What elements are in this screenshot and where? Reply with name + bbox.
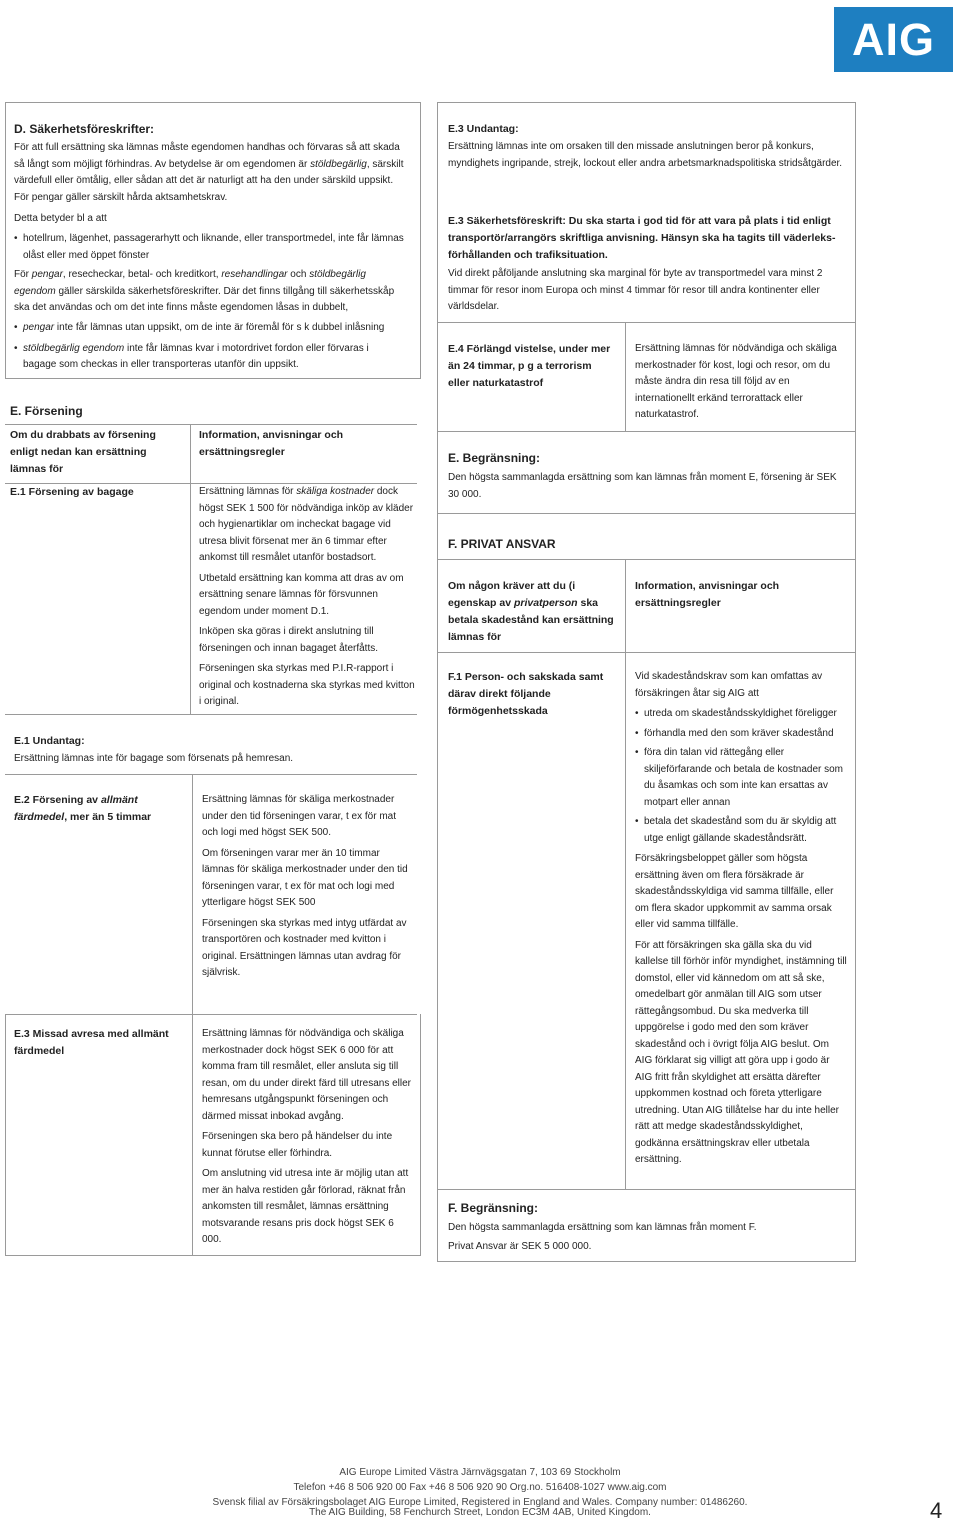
divider xyxy=(437,559,856,560)
e3-exception-text: Ersättning lämnas inte om orsaken till den missade anslutningen beror på konkurs, myndighets ingripande, strejk, lockout eller andra arbetsmarknadspolitiska stridsåtgärder. xyxy=(448,141,843,169)
divider xyxy=(437,1189,856,1190)
e4-text: Ersättning lämnas för nödvändiga och skäliga merkostnader för kost, logi och resor, om du måste ändra din resa till följd av en internationellt erkänd terrorattack eller naturkatastrof. xyxy=(635,343,837,420)
e-limit-title: E. Begränsning: xyxy=(448,451,541,465)
e1-exception-text: Ersättning lämnas inte för bagage som försenats på hemresan. xyxy=(14,753,294,764)
section-d-bullet-list-1 xyxy=(14,231,404,264)
f-limit-title: F. Begränsning: xyxy=(448,1201,539,1215)
section-d-para-2: För pengar, resecheckar, betal- och kreditkort, resehandlingar och stöldbegärlig egendom gäller särskilda säkerhetsföreskrifter. Där det finns tillgång till säkerhetsskåp ska det användas och om det inte finns måste egendomen låsas in dubbelt, xyxy=(14,269,395,313)
list-item: • betala det skadestånd som du är skyldig att utge enligt gällande skadeståndsrätt. xyxy=(635,814,847,847)
f-header-left: Om någon kräver att du (i egenskap av privatperson ska betala skadestånd kan ersättning lämnas för xyxy=(448,580,614,643)
e1-text: Ersättning lämnas för skäliga kostnader dock högst SEK 1 500 för nödvändiga inköp av kläder och hygienartiklar om incheckat bagage vid utresa blivit försenat mer än 6 timmar efter ankomst till resmålet utanför bostadsort. Utbetald ersättning kan komma att dras av om ersättning senare lämnas för försvunnen egendom under moment D.1. Inköpen ska göras i direkt anslutning till förseningen och innan bagaget återfåtts. Förseningen ska styrkas med P.I.R-rapport i original och kostnaderna ska styrkas med kvitton i original. xyxy=(199,486,415,707)
e2-label: E.2 Försening av allmänt färdmedel, mer än 5 timmar xyxy=(14,794,152,823)
f1-text: Vid skadeståndskrav som kan omfattas av försäkringen åtar sig AIG att • utreda om skadeståndsskyldighet föreligger • förhandla med den som kräver skadestånd • föra din talan vid rättegång eller skiljeförfarande och betala de kostnader som du åsamkas och som inte kan ersattas av motpart eller annan • betala det skadestånd som du är skyldig att utge enligt gällande skadeståndsrätt. Försäkringsbeloppet gäller som högsta ersättning även om flera försäkrade är skadeståndsskyldiga vid samma tillfälle, eller om flera skador uppkommit av samma orsak eller vid samma tillfälle. För att försäkringen ska gälla ska du vid kallelse till förhör inför myndighet, instämning till domstol, eller vid kännedom om att så ske, omedelbart gör anmälan till AIG som utser rättegångsombud. Du ska medverka till uppgörelse i godo med den som kräver skadestånd och i övrigt följa AIG beslut. Om AIG förklarat sig villigt att göra upp i godo är AIG fritt från skyldighet att ersätta därefter uppkommen kostnad och företa ytterligare utredning. Utan AIG tillåtelse har du inte heller rätt att medge skadeståndsskyldighet, godkänna ersättningskrav eller utbetala ersättning. xyxy=(635,669,847,1169)
list-item: • föra din talan vid rättegång eller skiljeförfarande och betala de kostnader som du åsamkas och som inte kan ersattas av motpart eller annan xyxy=(635,745,847,811)
list-item: • utreda om skadeståndsskyldighet föreligger xyxy=(635,706,847,723)
section-d-detta: Detta betyder bl a att xyxy=(14,213,107,224)
f-limit-text-2: Privat Ansvar är SEK 5 000 000. xyxy=(448,1241,592,1252)
divider xyxy=(437,652,856,653)
page-number: 4 xyxy=(930,1498,943,1523)
e3-label: E.3 Missad avresa med allmänt färdmedel xyxy=(14,1028,169,1057)
section-e-title: E. Försening xyxy=(10,404,83,418)
f-header-right: Information, anvisningar och ersättningsregler xyxy=(635,580,780,609)
e1-exception-title: E.1 Undantag: xyxy=(14,735,85,747)
e2-text: Ersättning lämnas för skäliga merkostnader under den tid förseningen varar, t ex för mat och logi med högst SEK 500. Om förseningen varar mer än 10 timmar lämnas för skäliga merkostnader under den tid förseningen varar, t ex för mat och logi med ytterligare högst SEK 500 Förseningen ska styrkas med intyg utfärdat av transportören och kostnader med kvitton i original. Ersättningen lämnas utan avdrag för självrisk. xyxy=(202,794,408,978)
list-item: • förhandla med den som kräver skadestånd xyxy=(635,726,847,743)
divider xyxy=(5,424,417,425)
column-divider xyxy=(192,774,193,1014)
section-f-title: F. PRIVAT ANSVAR xyxy=(448,537,556,551)
divider xyxy=(5,714,417,715)
e-header-right: Information, anvisningar och ersättningsregler xyxy=(199,429,344,458)
footer-line-1: AIG Europe Limited Västra Järnvägsgatan 7, 103 69 Stockholm xyxy=(339,1467,621,1478)
aig-logo: AIG xyxy=(834,7,953,72)
f-limit-text-1: Den högsta sammanlagda ersättning som kan lämnas från moment F. xyxy=(448,1222,757,1233)
e-limit-text: Den högsta sammanlagda ersättning som kan lämnas från moment E, försening är SEK 30 000. xyxy=(448,472,837,500)
footer-line-3: Svensk filial av Försäkringsbolaget AIG Europe Limited, Registered in England and Wales. Company number: 01486260. xyxy=(212,1497,748,1508)
column-divider xyxy=(625,559,626,1189)
list-item: • pengar inte får lämnas utan uppsikt, om de inte är föremål för s k dubbel inlåsning xyxy=(14,320,404,337)
e3-text: Ersättning lämnas för nödvändiga och skäliga merkostnader dock högst SEK 6 000 för att komma fram till resmålet, eller ansluta sig till resan, om du under direkt färd till utresans eller hemresans utgångspunkt förseningen och därmed missat inbokad avgång. Förseningen ska bero på händelser du inte kunnat förutse eller förhindra. Om anslutning vid utresa inte är möjlig utan att mer än halva restiden går förlorad, räknat från ankomsten till resmålet, lämnas ersättning motsvarande resans pris dock högst SEK 6 000. xyxy=(202,1028,411,1245)
divider xyxy=(437,513,856,514)
column-divider xyxy=(625,322,626,431)
divider xyxy=(437,322,856,323)
section-d-intro: För att full ersättning ska lämnas måste egendomen handhas och förvaras så att skada så långt som möjligt förhindras. Av betydelse är om egendomen är stöldbegärlig, särskilt värdefull eller ömtålig, eller sådan att det är naturligt att ha den under särskild uppsikt. För pengar gäller särskilt hårda aktsamhetskrav. xyxy=(14,142,404,203)
column-divider xyxy=(190,424,191,714)
e-header-left: Om du drabbats av försening enligt nedan kan ersättning lämnas för xyxy=(10,429,156,475)
list-item: • hotellrum, lägenhet, passagerarhytt och liknande, eller transportmedel, inte får lämnas olåst eller med öppet fönster xyxy=(14,231,404,264)
f1-label: F.1 Person- och sakskada samt därav direkt följande förmögenhetsskada xyxy=(448,671,604,717)
e3-exception-title: E.3 Undantag: xyxy=(448,123,519,135)
list-item: • stöldbegärlig egendom inte får lämnas kvar i motordrivet fordon eller förvaras i bagage som checkas in eller transporteras utanför din uppsikt. xyxy=(14,341,404,374)
e1-label: E.1 Försening av bagage xyxy=(10,486,134,498)
divider xyxy=(5,774,417,775)
section-d-title: D. Säkerhetsföreskrifter: xyxy=(14,122,155,136)
divider xyxy=(437,431,856,432)
footer-line-4: The AIG Building, 58 Fenchurch Street, London EC3M 4AB, United Kingdom. xyxy=(309,1507,651,1518)
section-d-bullet-list-2 xyxy=(14,320,404,374)
e3-safety-text: Vid direkt påföljande anslutning ska marginal för byte av transportmedel vara minst 2 timmar för resor inom Europa och minst 4 timmar för resor till andra kontinenter eller världsdelar. xyxy=(448,268,823,312)
e3-safety-title: E.3 Säkerhetsföreskrift: Du ska starta i god tid för att vara på plats i tid enligt transportör/arrangörs skriftliga anvisning. Hänsyn ska ha tagits till väderleks-förhållanden och trafiksituation. xyxy=(448,215,836,261)
e4-label: E.4 Förlängd vistelse, under mer än 24 timmar, p g a terrorism eller naturkatastrof xyxy=(448,343,611,389)
footer-line-2: Telefon +46 8 506 920 00 Fax +46 8 506 920 90 Org.no. 516408-1027 www.aig.com xyxy=(293,1482,667,1493)
